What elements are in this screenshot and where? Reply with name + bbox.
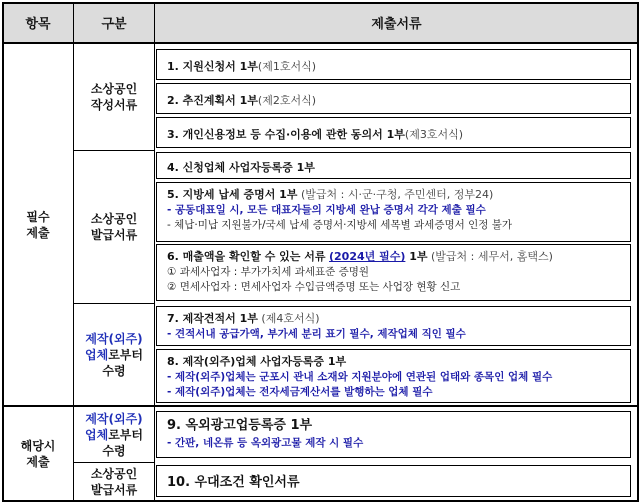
doc-requirement: - 간판, 네온류 등 옥외광고물 제작 시 필수 [167,437,364,449]
doc-item-1 [156,49,631,80]
doc-note: (발급처 : 세무서, 홈택스) [427,250,553,263]
group-required: 필수 제출 [26,209,50,240]
category-maker-required [74,304,154,405]
doc-requirement: - 공동대표일 시, 모든 대표자들의 지방세 완납 증명서 각각 제출 필수 [167,204,486,216]
doc-note: (제2호서식) [257,93,316,107]
doc-subitem: ② 면세사업자 : 면세사업자 수입금액증명 또는 사업장 현황 신고 [167,281,461,293]
header-category: 구분 [74,2,154,43]
grid-line [2,2,639,4]
doc-title: 5. 지방세 납세 증명서 1부 [167,188,298,201]
category-maker-plain: 로부터 수령 [102,427,143,458]
doc-title: 9. 옥외광고업등록증 1부 [167,418,313,433]
group-applicable: 해당시 제출 [20,438,56,469]
doc-title: 10. 우대조건 확인서류 [167,475,300,490]
doc-condition: - 체납·미납 지원불가/국세 납세 증명서·지방세 세목별 과세증명서 인정 불가 [167,219,512,231]
doc-note: (제3호서식) [404,127,464,141]
grid-line [2,500,639,502]
grid-line [637,2,639,501]
header-documents: 제출서류 [154,2,639,43]
doc-note: (제1호서식) [257,59,316,73]
doc-title: 2. 추진계획서 1부 [167,93,258,107]
category-maker-applicable [74,407,154,462]
doc-requirement: - 제작(외주)업체는 군포시 관내 소재와 지원분야에 연관된 업태와 종목인 업체 필수 [167,371,553,383]
doc-title: 3. 개인신용정보 등 수집·이용에 관한 동의서 1부 [167,127,405,141]
category-sb-prepared: 소상공인 작성서류 [90,82,138,112]
header-item: 항목 [2,2,74,43]
doc-note: (제4호서식) [257,312,320,325]
doc-title: 8. 제작(외주)업체 사업자등록증 1부 [167,355,347,368]
grid-line [154,2,155,501]
doc-item-9 [156,411,631,458]
doc-requirement: - 견적서내 공급가액, 부가세 분리 표기 필수, 제작업체 직인 필수 [167,328,466,340]
doc-highlight: (2024년 필수) [329,250,406,263]
doc-title: 1. 지원신청서 1부 [167,59,258,73]
category-maker-plain: 로부터 수령 [102,347,143,378]
doc-title: 6. 매출액을 확인할 수 있는 서류 [167,250,326,263]
doc-title: 4. 신청업체 사업자등록증 1부 [167,160,315,174]
category-maker-colored: 제작(외주) 업체 [85,331,143,362]
category-sb-issued-2: 소상공인 발급서류 [90,466,138,497]
doc-item-8 [156,349,631,403]
doc-item-3 [156,117,631,148]
doc-item-6 [156,244,631,301]
category-maker-colored: 제작(외주) 업체 [85,411,143,442]
doc-count: 1부 [405,250,428,263]
doc-item-5 [156,182,631,242]
doc-item-2 [156,83,631,114]
doc-requirement: - 제작(외주)업체는 전자세금계산서를 발행하는 업체 필수 [167,386,433,398]
doc-item-10 [156,465,631,497]
doc-title: 7. 제작견적서 1부 [167,312,258,325]
doc-subitem: ① 과세사업자 : 부가가치세 과세표준 증명원 [167,266,370,278]
doc-note: (발급처 : 시·군·구청, 주민센터, 정부24) [297,188,494,201]
doc-item-4 [156,152,631,179]
category-sb-issued: 소상공인 발급서류 [90,212,138,242]
doc-item-7 [156,306,631,346]
